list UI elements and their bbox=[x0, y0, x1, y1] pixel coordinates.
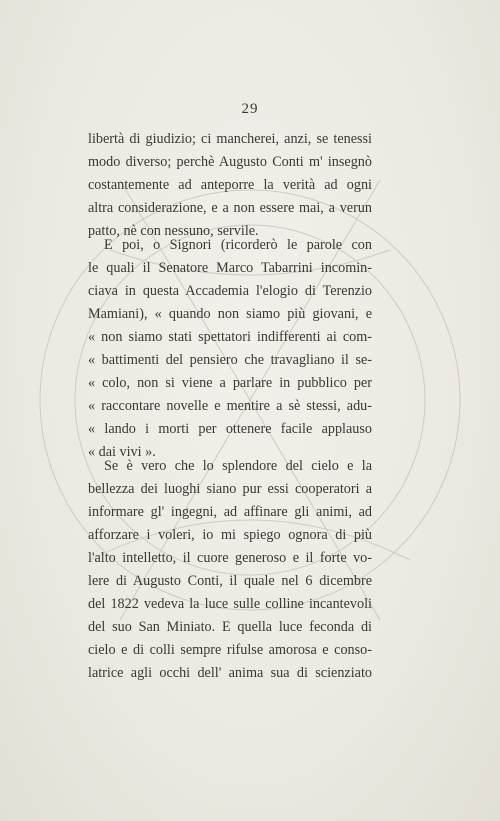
paragraph-1 bbox=[88, 128, 372, 243]
text-line: altra considerazione, e a non essere mai, a verun bbox=[88, 200, 372, 216]
page-number: 29 bbox=[241, 101, 259, 117]
text-line: del suo San Miniato. E quella luce feconda di bbox=[88, 619, 372, 635]
text-line: patto, nè con nessuno, servile. bbox=[88, 223, 259, 239]
text-line: « battimenti del pensiero che travagliano il se- bbox=[88, 352, 372, 368]
text-line: del 1822 vedeva la luce sulle colline incantevoli bbox=[88, 596, 372, 612]
text-line: bellezza dei luoghi siano pur essi cooperatori a bbox=[88, 481, 372, 497]
text-line: E poi, o Signori (ricorderò le parole con bbox=[104, 237, 372, 253]
text-line: « non siamo stati spettatori indifferenti ai com- bbox=[88, 329, 372, 345]
text-line: le quali il Senatore Marco Tabarrini incomin- bbox=[88, 260, 372, 276]
text-line: afforzare i voleri, io mi spiego ognora di più bbox=[88, 527, 372, 543]
text-line: modo diverso; perchè Augusto Conti m' insegnò bbox=[88, 154, 372, 170]
text-line: latrice agli occhi dell' anima sua di scienziato bbox=[88, 665, 372, 681]
text-line: lere di Augusto Conti, il quale nel 6 dicembre bbox=[88, 573, 372, 589]
paragraph-3 bbox=[88, 455, 372, 685]
text-line: « colo, non si viene a parlare in pubblico per bbox=[88, 375, 372, 391]
text-line: « raccontare novelle e mentire a sè stessi, adu- bbox=[88, 398, 372, 414]
text-line: cielo e di colli sempre rifulse amorosa e conso- bbox=[88, 642, 372, 658]
text-line: Se è vero che lo splendore del cielo e la bbox=[104, 458, 372, 474]
text-line: libertà di giudizio; ci mancherei, anzi, se tenessi bbox=[88, 131, 372, 147]
text-line: l'alto intelletto, il cuore generoso e il forte vo- bbox=[88, 550, 372, 566]
text-line: costantemente ad anteporre la verità ad ogni bbox=[88, 177, 372, 193]
text-line: « dai vivi ». bbox=[88, 444, 156, 460]
text-line: « lando i morti per ottenere facile applauso bbox=[88, 421, 372, 437]
paragraph-2 bbox=[88, 234, 372, 464]
text-line: Mamiani), « quando non siamo più giovani, e bbox=[88, 306, 372, 322]
text-line: ciava in questa Accademia l'elogio di Terenzio bbox=[88, 283, 372, 299]
text-line: informare gl' ingegni, ad affinare gli animi, ad bbox=[88, 504, 372, 520]
